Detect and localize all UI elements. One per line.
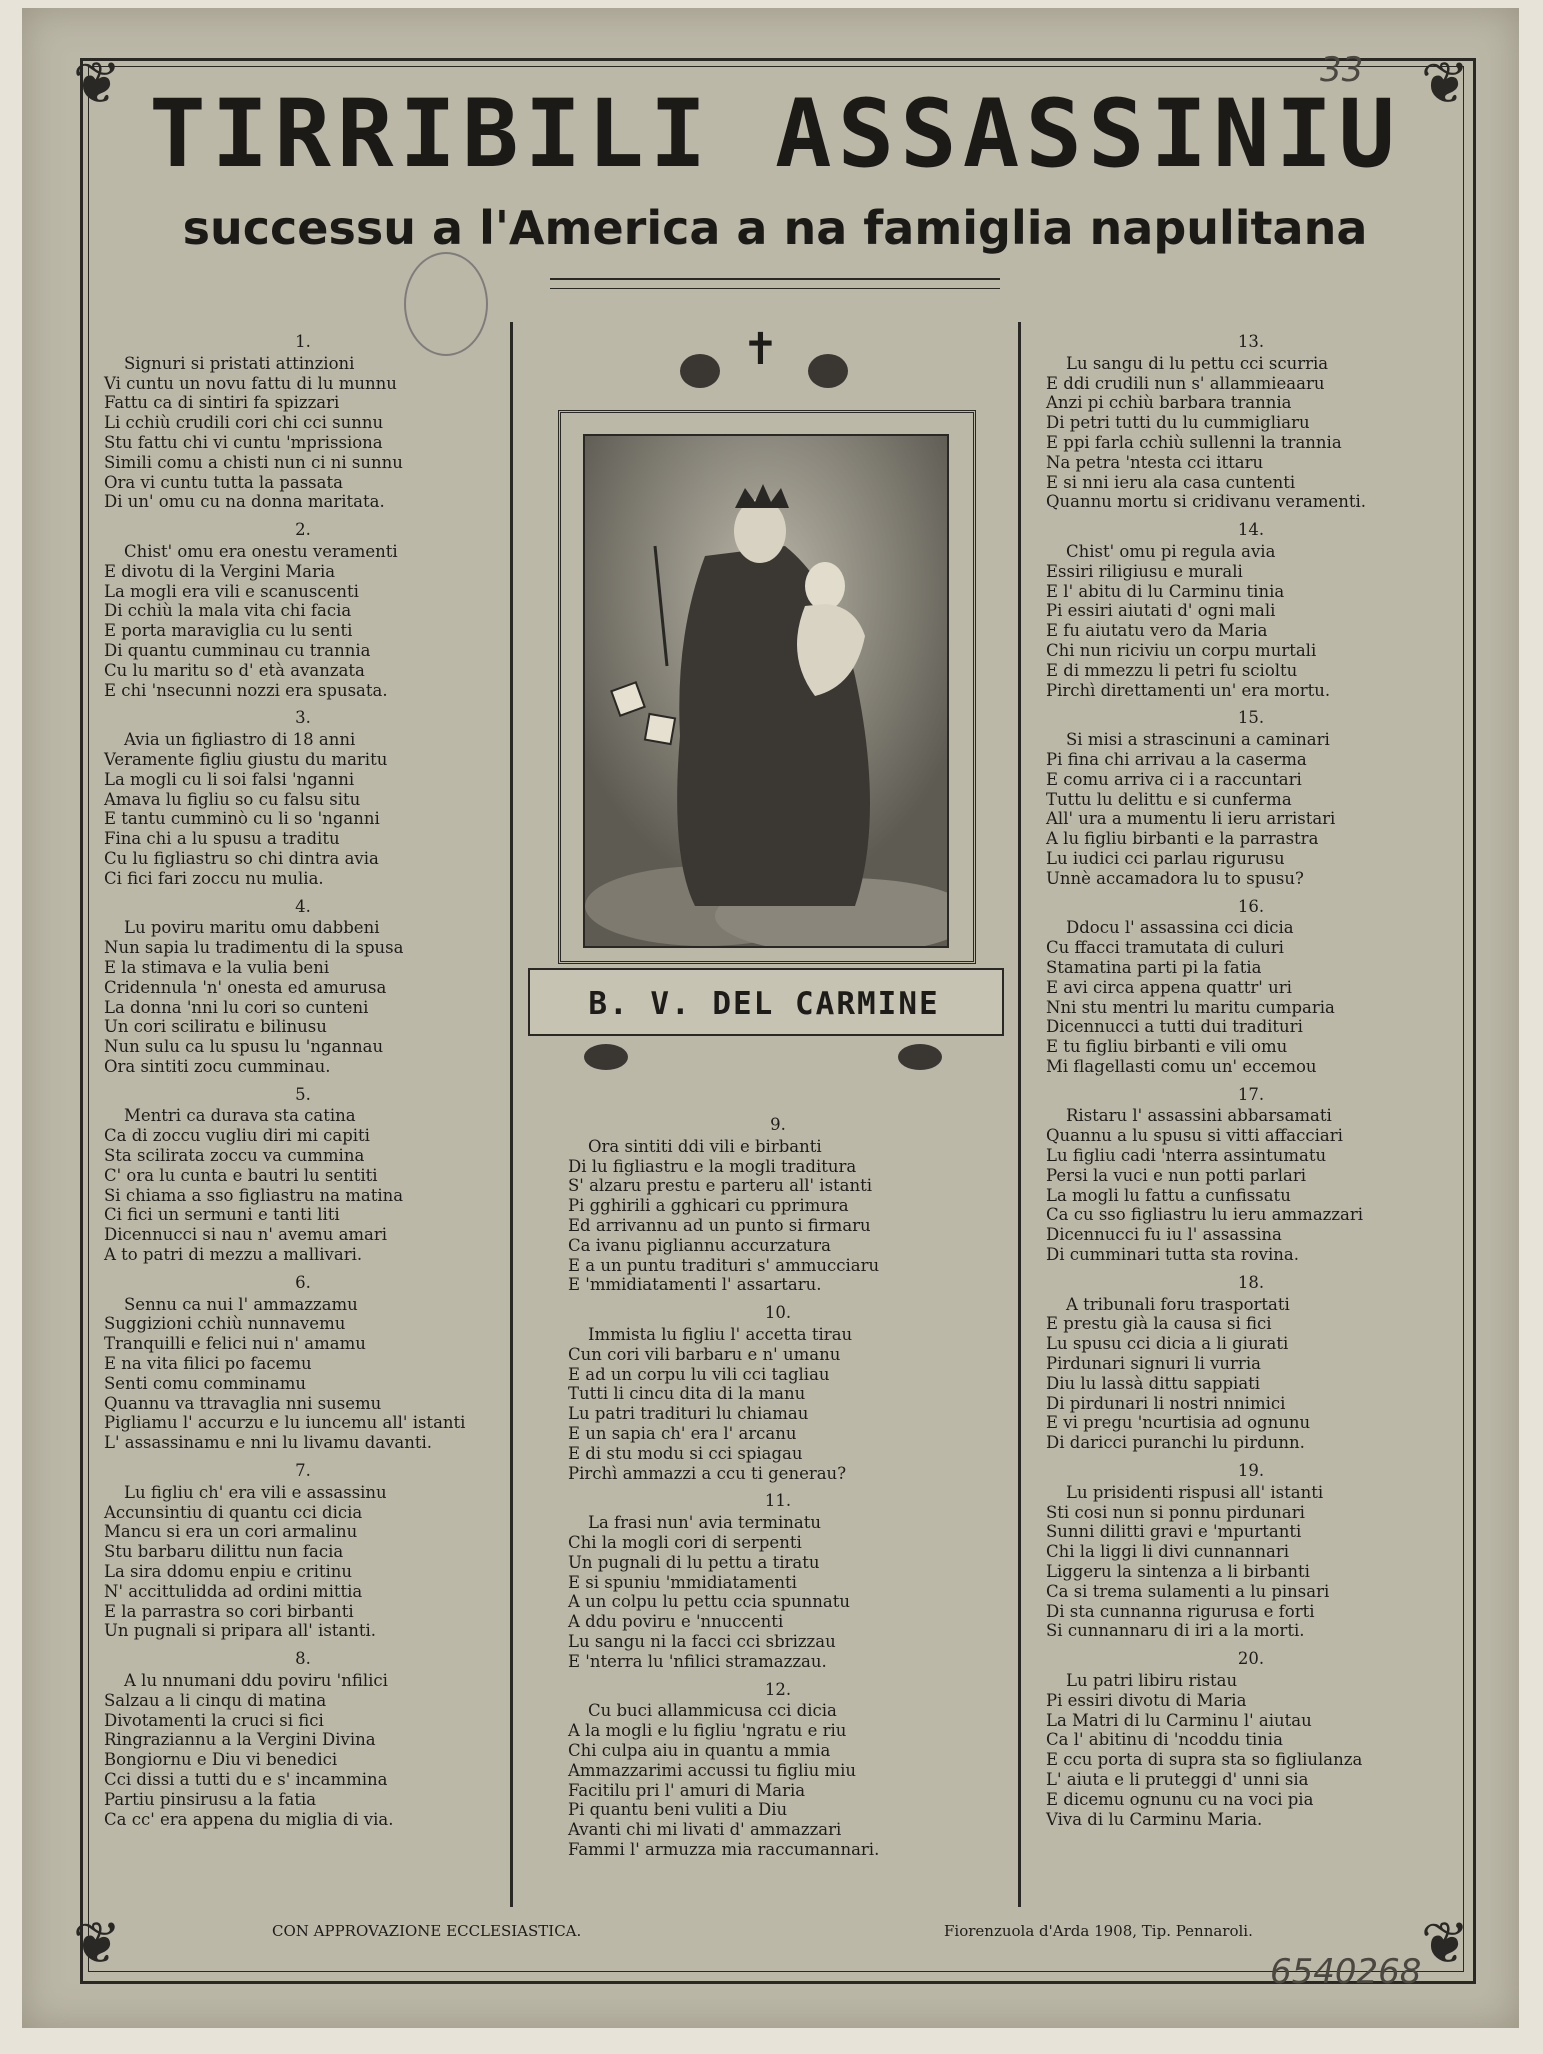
stanza-number: 2. — [295, 520, 311, 540]
stanza — [1046, 332, 1456, 512]
stanza-number: 3. — [295, 708, 311, 728]
verse-line: E porta maraviglia cu lu senti — [104, 621, 353, 641]
verse-line: Ca cu sso figliastru lu ieru ammazzari — [1046, 1205, 1364, 1225]
verse-line: Si misi a strascinuni a caminari — [1066, 730, 1330, 750]
verse-line: Lu figliu cadi 'nterra assintumatu — [1046, 1146, 1327, 1166]
verse-line: Cu lu maritu so d' età avanzata — [104, 660, 365, 680]
verse-line: Sta scilirata zoccu va cummina — [104, 1146, 365, 1166]
verse-line: Ca l' abitinu di 'ncoddu tinia — [1046, 1730, 1283, 1750]
verse-line: Persi la vuci e nun potti parlari — [1046, 1165, 1307, 1185]
verse-line: L' aiuta e li pruteggi d' unni sia — [1046, 1769, 1309, 1789]
verse-line: Cci dissi a tutti du e s' incammina — [104, 1769, 388, 1789]
verse-line: Pi gghirili a gghicari cu pprimura — [568, 1196, 849, 1216]
verse-line: Bongiornu e Diu vi benedici — [104, 1750, 338, 1770]
verse-line: Ora sintiti ddi vili e birbanti — [588, 1136, 822, 1156]
verse-line: Di cumminari tutta sta rovina. — [1046, 1245, 1299, 1265]
verse-line: E chi 'nsecunni nozzi era spusata. — [104, 680, 388, 700]
verse-line: Ddocu l' assassina cci dicia — [1066, 918, 1294, 938]
verse-line: E ccu porta di supra sta so figliulanza — [1046, 1750, 1363, 1770]
verse-line: A un colpu lu pettu ccia spunnatu — [568, 1592, 850, 1612]
verse-line: Ca di zoccu vugliu diri mi capiti — [104, 1126, 370, 1146]
verse-line: Di cchiù la mala vita chi facia — [104, 601, 352, 621]
verse-line: Di un' omu cu na donna maritata. — [104, 492, 385, 512]
verse-line: Partiu pinsirusu a la fatia — [104, 1789, 317, 1809]
stanza-number: 10. — [764, 1303, 792, 1323]
verse-line: E avi circa appena quattr' uri — [1046, 977, 1292, 997]
verse-line: A ddu poviru e 'nnuccenti — [568, 1612, 784, 1632]
cherub-left-icon — [680, 354, 720, 388]
stanza — [568, 1303, 988, 1483]
stanza — [1046, 520, 1456, 700]
verse-line: E si spuniu 'mmidiatamenti — [568, 1572, 797, 1592]
verse-line: Suggizioni cchiù nunnavemu — [104, 1314, 346, 1334]
verse-line: Sunni dilitti gravi e 'mpurtanti — [1046, 1522, 1302, 1542]
verse-line: Nni stu mentri lu maritu cumparia — [1046, 997, 1335, 1017]
verse-line: La Matri di lu Carminu l' aiutau — [1046, 1710, 1312, 1730]
stanza — [1046, 1649, 1456, 1829]
stanza-number: 11. — [764, 1491, 792, 1511]
left-verse-column — [104, 332, 502, 1837]
stanza-number: 16. — [1237, 896, 1265, 916]
verse-line: Unnè accamadora lu to spusu? — [1046, 868, 1304, 888]
verse-line: Fattu ca di sintiri fa spizzari — [104, 393, 340, 413]
verse-line: E 'nterra lu 'nfilici stramazzau. — [568, 1651, 827, 1671]
verse-line: Avanti chi mi livati d' ammazzari — [568, 1820, 842, 1840]
stanza — [568, 1491, 988, 1671]
verse-line: Lu patri tradituri lu chiamau — [568, 1404, 809, 1424]
stanza-number: 8. — [295, 1649, 311, 1669]
verse-line: Stamatina parti pi la fatia — [1046, 957, 1262, 977]
corner-ornament-icon: ❦ — [72, 1909, 122, 1977]
stanza — [1046, 1273, 1456, 1453]
verse-line: Divotamenti la cruci si fici — [104, 1710, 324, 1730]
stanza — [104, 1649, 502, 1829]
stanza-number: 14. — [1237, 520, 1265, 540]
verse-line: Pigliamu l' accurzu e lu iuncemu all' istanti — [104, 1413, 466, 1433]
cherub-right-icon — [808, 354, 848, 388]
verse-line: Di daricci puranchi lu pirdunn. — [1046, 1433, 1305, 1453]
verse-line: Fammi l' armuzza mia raccumannari. — [568, 1839, 880, 1859]
verse-line: S' alzaru prestu e parteru all' istanti — [568, 1176, 873, 1196]
verse-line: Anzi pi cchiù barbara trannia — [1046, 393, 1292, 413]
verse-line: Chist' omu era onestu veramenti — [124, 541, 398, 561]
verse-line: A lu figliu birbanti e la parrastra — [1046, 829, 1319, 849]
verse-line: Tuttu lu delittu e si cunferma — [1046, 789, 1292, 809]
stanza — [104, 1461, 502, 1641]
verse-line: La mogli cu li soi falsi 'nganni — [104, 769, 355, 789]
verse-line: Mi flagellasti comu un' eccemou — [1046, 1056, 1317, 1076]
stanza — [568, 1115, 988, 1295]
verse-line: Un pugnali di lu pettu a tiratu — [568, 1552, 820, 1572]
approval-note: CON APPROVAZIONE ECCLESIASTICA. — [272, 1922, 582, 1940]
printer-imprint: Fiorenzuola d'Arda 1908, Tip. Pennaroli. — [944, 1922, 1253, 1940]
verse-line: Li cchiù crudili cori chi cci sunnu — [104, 413, 384, 433]
verse-line: Nun sapia lu tradimentu di la spusa — [104, 938, 404, 958]
verse-line: Pi fina chi arrivau a la caserma — [1046, 749, 1307, 769]
verse-line: Cun cori vili barbaru e n' umanu — [568, 1344, 841, 1364]
column-divider-right — [1018, 322, 1021, 1907]
stanza-number: 7. — [295, 1461, 311, 1481]
verse-line: Salzau a li cinqu di matina — [104, 1690, 327, 1710]
verse-line: E fu aiutatu vero da Maria — [1046, 621, 1268, 641]
verse-line: Stu fattu chi vi cuntu 'mprissiona — [104, 432, 383, 452]
verse-line: N' accittulidda ad ordini mittia — [104, 1581, 363, 1601]
stanza — [104, 708, 502, 888]
page-subtitle: successu a l'America a na famiglia napulitana — [182, 201, 1368, 255]
handwritten-number-top: 33 — [1320, 50, 1364, 90]
verse-line: E dicemu ognunu cu na voci pia — [1046, 1789, 1314, 1809]
decorative-rule — [550, 278, 1000, 289]
verse-line: Chist' omu pi regula avia — [1066, 541, 1276, 561]
stanza-number: 15. — [1237, 708, 1265, 728]
verse-line: E divotu di la Vergini Maria — [104, 561, 336, 581]
verse-line: Lu sangu ni la facci cci sbrizzau — [568, 1631, 836, 1651]
stanza — [104, 1085, 502, 1265]
verse-line: Mentri ca durava sta catina — [124, 1106, 356, 1126]
verse-line: Signuri si pristati attinzioni — [124, 353, 355, 373]
verse-line: Ristaru l' assassini abbarsamati — [1066, 1106, 1332, 1126]
verse-line: Dicennucci a tutti dui tradituri — [1046, 1017, 1303, 1037]
stanza — [104, 897, 502, 1077]
stanza-number: 17. — [1237, 1084, 1265, 1104]
right-verse-column — [1046, 332, 1456, 1837]
verse-line: Tutti li cincu dita di la manu — [568, 1384, 806, 1404]
verse-line: Un cori sciliratu e bilinusu — [104, 1017, 327, 1037]
verse-line: E di stu modu si cci spiagau — [568, 1443, 803, 1463]
verse-line: Ora sintiti zocu cumminau. — [104, 1056, 331, 1076]
verse-line: Lu spusu cci dicia a li giurati — [1046, 1334, 1289, 1354]
page-title: TIRRIBILI ASSASSINIU — [149, 80, 1401, 189]
verse-line: Ci fici un sermuni e tanti liti — [104, 1205, 340, 1225]
handwritten-catalog-number: 6540268 — [1270, 1952, 1422, 1992]
verse-line: E vi pregu 'ncurtisia ad ognunu — [1046, 1413, 1311, 1433]
stanza-number: 5. — [295, 1084, 311, 1104]
verse-line: E la stimava e la vulia beni — [104, 957, 330, 977]
corner-ornament-icon: ❦ — [72, 49, 122, 117]
verse-line: Quannu mortu si cridivanu veramenti. — [1046, 492, 1366, 512]
verse-line: A tribunali foru trasportati — [1066, 1294, 1290, 1314]
stanza-number: 1. — [295, 332, 311, 351]
stanza — [1046, 897, 1456, 1077]
verse-line: Cu buci allammicusa cci dicia — [588, 1701, 837, 1721]
verse-line: Cu ffacci tramutata di culuri — [1046, 938, 1284, 958]
verse-line: Lu figliu ch' era vili e assassinu — [124, 1482, 387, 1502]
verse-line: Vi cuntu un novu fattu di lu munnu — [104, 373, 397, 393]
verse-line: Sennu ca nui l' ammazzamu — [124, 1294, 358, 1314]
verse-line: La mogli lu fattu a cunfissatu — [1046, 1185, 1291, 1205]
verse-line: Fina chi a lu spusu a traditu — [104, 829, 340, 849]
verse-line: Veramente figliu giustu du maritu — [104, 749, 388, 769]
stanza — [104, 1273, 502, 1453]
stanza — [568, 1680, 988, 1860]
verse-line: All' ura a mumentu li ieru arristari — [1046, 809, 1336, 829]
stanza-number: 6. — [295, 1272, 311, 1292]
verse-line: A lu nnumani ddu poviru 'nfilici — [124, 1671, 388, 1690]
cherub-bottom-right-icon — [898, 1044, 942, 1070]
verse-line: E ddi crudili nun s' allammieaaru — [1046, 373, 1325, 393]
stanza-number: 4. — [295, 896, 311, 916]
verse-line: Ammazzarimi accussi tu figliu miu — [568, 1760, 857, 1780]
verse-line: Cridennula 'n' onesta ed amurusa — [104, 977, 387, 997]
verse-line: Si chiama a sso figliastru na matina — [104, 1185, 404, 1205]
corner-ornament-icon: ❦ — [1420, 1909, 1470, 1977]
verse-line: Stu barbaru dilittu nun facia — [104, 1542, 344, 1562]
stanza — [104, 520, 502, 700]
verse-line: E di mmezzu li petri fu scioltu — [1046, 660, 1298, 680]
verse-line: Essiri riligiusu e murali — [1046, 561, 1243, 581]
verse-line: Lu iudici cci parlau rigurusu — [1046, 848, 1285, 868]
verse-line: Liggeru la sintenza a li birbanti — [1046, 1562, 1310, 1582]
stanza-number: 12. — [764, 1679, 792, 1699]
verse-line: La frasi nun' avia terminatu — [588, 1513, 821, 1533]
image-caption: B. V. DEL CARMINE — [588, 986, 940, 1022]
verse-line: Cu lu figliastru so chi dintra avia — [104, 848, 379, 868]
verse-line: Senti comu comminamu — [104, 1373, 307, 1393]
verse-line: L' assassinamu e nni lu livamu davanti. — [104, 1433, 433, 1453]
verse-line: Pirchì ammazzi a ccu ti generau? — [568, 1463, 847, 1483]
verse-line: Accunsintiu di quantu cci dicia — [104, 1502, 363, 1522]
verse-line: Tranquilli e felici nui n' amamu — [104, 1334, 366, 1354]
verse-line: Pi essiri divotu di Maria — [1046, 1690, 1247, 1710]
verse-line: A to patri di mezzu a mallivari. — [104, 1245, 363, 1265]
stanza-number: 18. — [1237, 1272, 1265, 1292]
verse-line: Immista lu figliu l' accetta tirau — [588, 1324, 853, 1344]
verse-line: Ed arrivannu ad un punto si firmaru — [568, 1215, 871, 1235]
verse-line: E prestu già la causa si fici — [1046, 1314, 1272, 1334]
verse-line: E comu arriva ci i a raccuntari — [1046, 769, 1302, 789]
verse-line: Avia un figliastro di 18 anni — [124, 730, 356, 750]
verse-line: Nun sulu ca lu spusu lu 'ngannau — [104, 1037, 384, 1057]
stanza — [1046, 1085, 1456, 1265]
verse-line: Di sta cunnanna rigurusa e forti — [1046, 1601, 1315, 1621]
verse-line: E l' abitu di lu Carminu tinia — [1046, 581, 1285, 601]
center-verse-column — [568, 1115, 988, 1868]
verse-line: Di lu figliastru e la mogli traditura — [568, 1156, 857, 1176]
verse-line: Sti cosi nun si ponnu pirdunari — [1046, 1502, 1305, 1522]
verse-line: Lu poviru maritu omu dabbeni — [124, 918, 380, 938]
stanza — [104, 332, 502, 512]
verse-line: Na petra 'ntesta cci ittaru — [1046, 452, 1264, 472]
verse-line: Ca ivanu pigliannu accurzatura — [568, 1235, 831, 1255]
verse-line: Chi la liggi li divi cunnannari — [1046, 1542, 1290, 1562]
verse-line: Si cunnannaru di iri a la morti. — [1046, 1621, 1305, 1641]
verse-line: Viva di lu Carminu Maria. — [1046, 1809, 1263, 1829]
verse-line: Lu prisidenti rispusi all' istanti — [1066, 1482, 1324, 1502]
verse-line: Pirdunari signuri li vurria — [1046, 1354, 1261, 1374]
verse-line: Simili comu a chisti nun ci ni sunnu — [104, 452, 403, 472]
crucifix-icon: ✝ — [742, 324, 779, 375]
verse-line: La sira ddomu enpiu e critinu — [104, 1562, 353, 1582]
verse-line: Dicennucci si nau n' avemu amari — [104, 1225, 388, 1245]
verse-line: E a un puntu tradituri s' ammucciaru — [568, 1255, 880, 1275]
verse-line: E un sapia ch' era l' arcanu — [568, 1423, 797, 1443]
verse-line: Chi culpa aiu in quantu a mmia — [568, 1740, 831, 1760]
cherub-bottom-left-icon — [584, 1044, 628, 1070]
verse-line: Ringraziannu a la Vergini Divina — [104, 1730, 376, 1750]
verse-line: Chi la mogli cori di serpenti — [568, 1532, 802, 1552]
verse-line: Lu patri libiru ristau — [1066, 1671, 1238, 1690]
verse-line: Di petri tutti du lu cummigliaru — [1046, 413, 1310, 433]
verse-line: Un pugnali si pripara all' istanti. — [104, 1621, 377, 1641]
verse-line: Lu sangu di lu pettu cci scurria — [1066, 353, 1329, 373]
verse-line: La mogli era vili e scanuscenti — [104, 581, 359, 601]
verse-line: Ca cc' era appena du miglia di via. — [104, 1809, 394, 1829]
verse-line: Di pirdunari li nostri nnimici — [1046, 1393, 1286, 1413]
verse-line: Pirchì direttamenti un' era mortu. — [1046, 680, 1331, 700]
verse-line: E tu figliu birbanti e vili omu — [1046, 1037, 1288, 1057]
stanza-number: 9. — [770, 1115, 786, 1134]
verse-line: E ppi farla cchiù sullenni la trannia — [1046, 432, 1342, 452]
verse-line: Ci fici fari zoccu nu mulia. — [104, 868, 324, 888]
stanza — [1046, 1461, 1456, 1641]
verse-line: Quannu va ttravaglia nni susemu — [104, 1393, 382, 1413]
verse-line: Pi essiri aiutati d' ogni mali — [1046, 601, 1276, 621]
verse-line: Quannu a lu spusu si vitti affacciari — [1046, 1126, 1343, 1146]
verse-line: Facitilu pri l' amuri di Maria — [568, 1780, 806, 1800]
verse-line: E 'mmidiatamenti l' assartaru. — [568, 1275, 822, 1295]
verse-line: E tantu cumminò cu li so 'nganni — [104, 809, 380, 829]
verse-line: Mancu si era un cori armalinu — [104, 1522, 358, 1542]
verse-line: E la parrastra so cori birbanti — [104, 1601, 354, 1621]
verse-line: Chi nun riciviu un corpu murtali — [1046, 640, 1317, 660]
verse-line: Pi quantu beni vuliti a Diu — [568, 1800, 788, 1820]
verse-line: E ad un corpu lu vili cci tagliau — [568, 1364, 830, 1384]
verse-line: La donna 'nni lu cori so cunteni — [104, 997, 369, 1017]
verse-line: Ca si trema sulamenti a lu pinsari — [1046, 1581, 1330, 1601]
corner-ornament-icon: ❦ — [1420, 49, 1470, 117]
verse-line: E si nni ieru ala casa cuntenti — [1046, 472, 1296, 492]
verse-line: Di quantu cumminau cu trannia — [104, 640, 371, 660]
verse-line: Amava lu figliu so cu falsu situ — [104, 789, 361, 809]
madonna-engraving — [583, 434, 949, 948]
column-divider-left — [510, 322, 513, 1907]
verse-line: Diu lu lassà dittu sappiati — [1046, 1373, 1261, 1393]
stanza-number: 19. — [1237, 1461, 1265, 1481]
verse-line: C' ora lu cunta e bautri lu sentiti — [104, 1165, 378, 1185]
stanza-number: 20. — [1237, 1649, 1265, 1669]
verse-line: Ora vi cuntu tutta la passata — [104, 472, 343, 492]
stanza-number: 13. — [1237, 332, 1265, 351]
verse-line: E na vita filici po facemu — [104, 1354, 312, 1374]
verse-line: A la mogli e lu figliu 'ngratu e riu — [568, 1721, 847, 1741]
stanza — [1046, 708, 1456, 888]
verse-line: Dicennucci fu iu l' assassina — [1046, 1225, 1282, 1245]
